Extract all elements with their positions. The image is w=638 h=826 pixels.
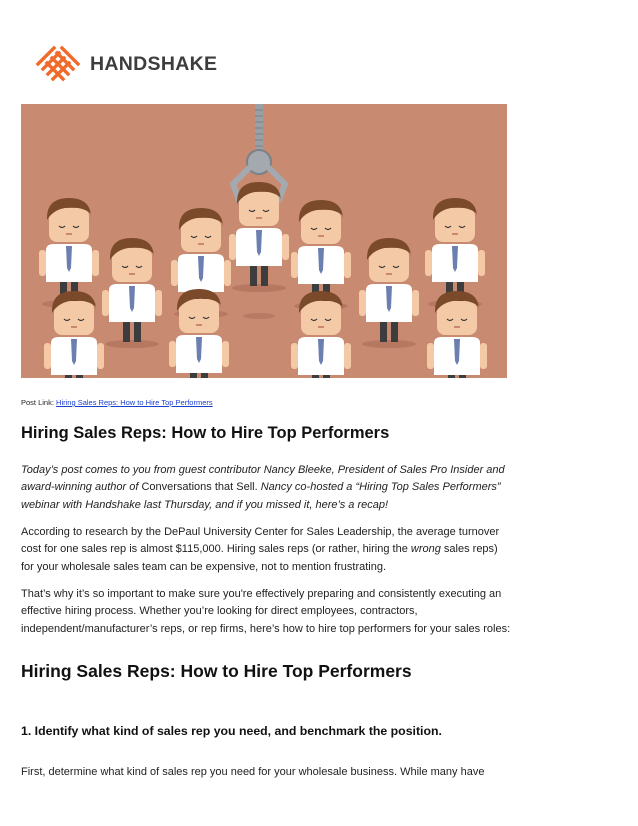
post-link <box>21 398 213 407</box>
intro-part-1: Today’s post comes to you from guest contributor Nancy Bleeke, President of Sales Pro Insider and award-winning author of <box>21 464 505 494</box>
step-1-heading: 1. Identify what kind of sales rep you need, and benchmark the position. <box>21 724 442 738</box>
research-emphasis: wrong <box>410 543 441 556</box>
research-part-3: sales reps) for your wholesale sales team can be expensive, not to mention frustrating. <box>21 543 498 573</box>
handshake-logo <box>34 44 217 84</box>
section-heading: Hiring Sales Reps: How to Hire Top Performers <box>21 661 412 681</box>
post-link-prefix: Post Link: <box>21 398 54 407</box>
claw-picking-person-illustration <box>21 104 507 378</box>
hero-illustration <box>21 104 507 378</box>
handshake-stripes-icon <box>34 44 82 84</box>
research-paragraph <box>21 524 511 576</box>
intro-book-title: Conversations that Sell. <box>141 481 258 494</box>
research-part-1: According to research by the DePaul University Center for Sales Leadership, the average turnover cost for one sales rep is almost $115,000. Hiring sales reps (or rather, hiring the <box>21 526 500 556</box>
importance-paragraph: That’s why it’s so important to make sure you're effectively preparing and consistently executing an effective hiring process. Whether you’re looking for direct employees, contractors, independent/manufacturer’s reps, or rep firms, here’s how to hire top performers for your sales roles: <box>21 588 511 635</box>
intro-part-3: Nancy co-hosted a “Hiring Top Sales Performers” webinar with Handshake last Thursday, and if you missed it, here’s a recap! <box>21 481 501 511</box>
post-link-anchor[interactable]: Hiring Sales Reps: How to Hire Top Performers <box>56 398 213 407</box>
intro-paragraph <box>21 462 511 514</box>
brand-name: HANDSHAKE <box>90 52 218 75</box>
article-title: Hiring Sales Reps: How to Hire Top Performers <box>21 424 390 442</box>
step-1-paragraph: First, determine what kind of sales rep you need for your wholesale business. While many have <box>21 766 485 778</box>
